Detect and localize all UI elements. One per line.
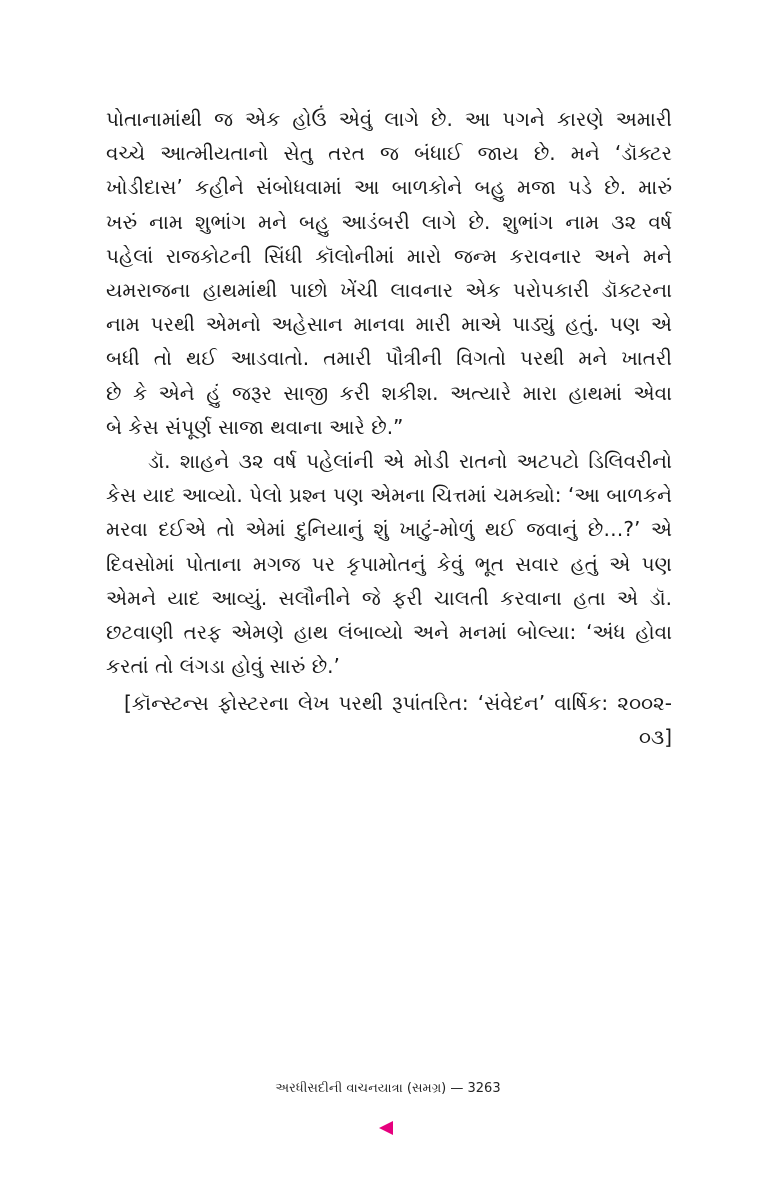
page-footer: અરધીસદીની વાચનયાત્રા (સમગ્ર) — 3263 (275, 1081, 501, 1096)
text-line: નામ પરથી એમનો અહેસાન માનવા મારી માએ પાડ્યું હતું. પણ એ (106, 312, 672, 337)
text-line: પહેલાં રાજકોટની સિંધી કૉલોનીમાં મારો જન્મ કરાવનાર અને મને (106, 243, 672, 268)
paragraph-2 (106, 444, 672, 683)
citation-line: ૦૩] (638, 725, 672, 750)
text-line: ખરું નામ શુભાંગ મને બહુ આડંબરી લાગે છે. શુભાંગ નામ ૩૨ વર્ષ (106, 209, 672, 234)
text-line: ડૉ. શાહને ૩૨ વર્ષ પહેલાંની એ મોડી રાતનો અટપટો ડિલિવરીનો (148, 449, 672, 473)
text-line: બધી તો થઈ આડવાતો. તમારી પૌત્રીની વિગતો પરથી મને ખાતરી (106, 346, 672, 371)
text-line: મરવા દઈએ તો એમાં દુનિયાનું શું ખાટું-મોળું થઈ જવાનું છે…?’ એ (106, 517, 672, 542)
paragraph-1 (106, 102, 672, 444)
text-line: વચ્ચે આત્મીયતાનો સેતુ તરત જ બંધાઈ જાય છે. મને ‘ડૉક્ટર (106, 141, 672, 166)
text-line: એમને યાદ આવ્યું. સલૌનીને જે ફરી ચાલતી કરવાના હતા એ ડૉ. (106, 585, 672, 610)
text-line: કેસ યાદ આવ્યો. પેલો પ્રશ્ન પણ એમના ચિત્તમાં ચમક્યો: ‘આ બાળકને (106, 483, 672, 508)
source-citation (106, 686, 672, 754)
text-line: યમરાજના હાથમાંથી પાછો ખેંચી લાવનાર એક પરોપકારી ડૉક્ટરના (106, 277, 672, 302)
text-line: ખોડીદાસ’ કહીને સંબોધવામાં આ બાળકોને બહુ મજા પડે છે. મારું (106, 175, 672, 200)
text-line: કરતાં તો લંગડા હોવું સારું છે.’ (106, 654, 340, 679)
text-line: છટવાણી તરફ એમણે હાથ લંબાવ્યો અને મનમાં બોલ્યા: ‘અંધ હોવા (106, 619, 672, 644)
text-line: બે કેસ સંપૂર્ણ સાજા થવાના આરે છે.” (106, 414, 404, 439)
left-triangle-icon[interactable] (379, 1121, 393, 1135)
text-line: પોતાનામાંથી જ એક હોઉં એવું લાગે છે. આ પગને કારણે અમારી (106, 107, 672, 131)
citation-line: [કૉન્સ્ટન્સ ફોસ્ટરના લેખ પરથી રૂપાંતરિત: ‘સંવેદન’ વાર્ષિક: ૨૦૦૨- (124, 691, 672, 715)
text-line: છે કે એને હું જરૂર સાજી કરી શકીશ. અત્યારે મારા હાથમાં એવા (106, 380, 672, 405)
text-line: દિવસોમાં પોતાના મગજ પર કૃપામોતનું કેવું ભૂત સવાર હતું એ પણ (106, 551, 672, 576)
